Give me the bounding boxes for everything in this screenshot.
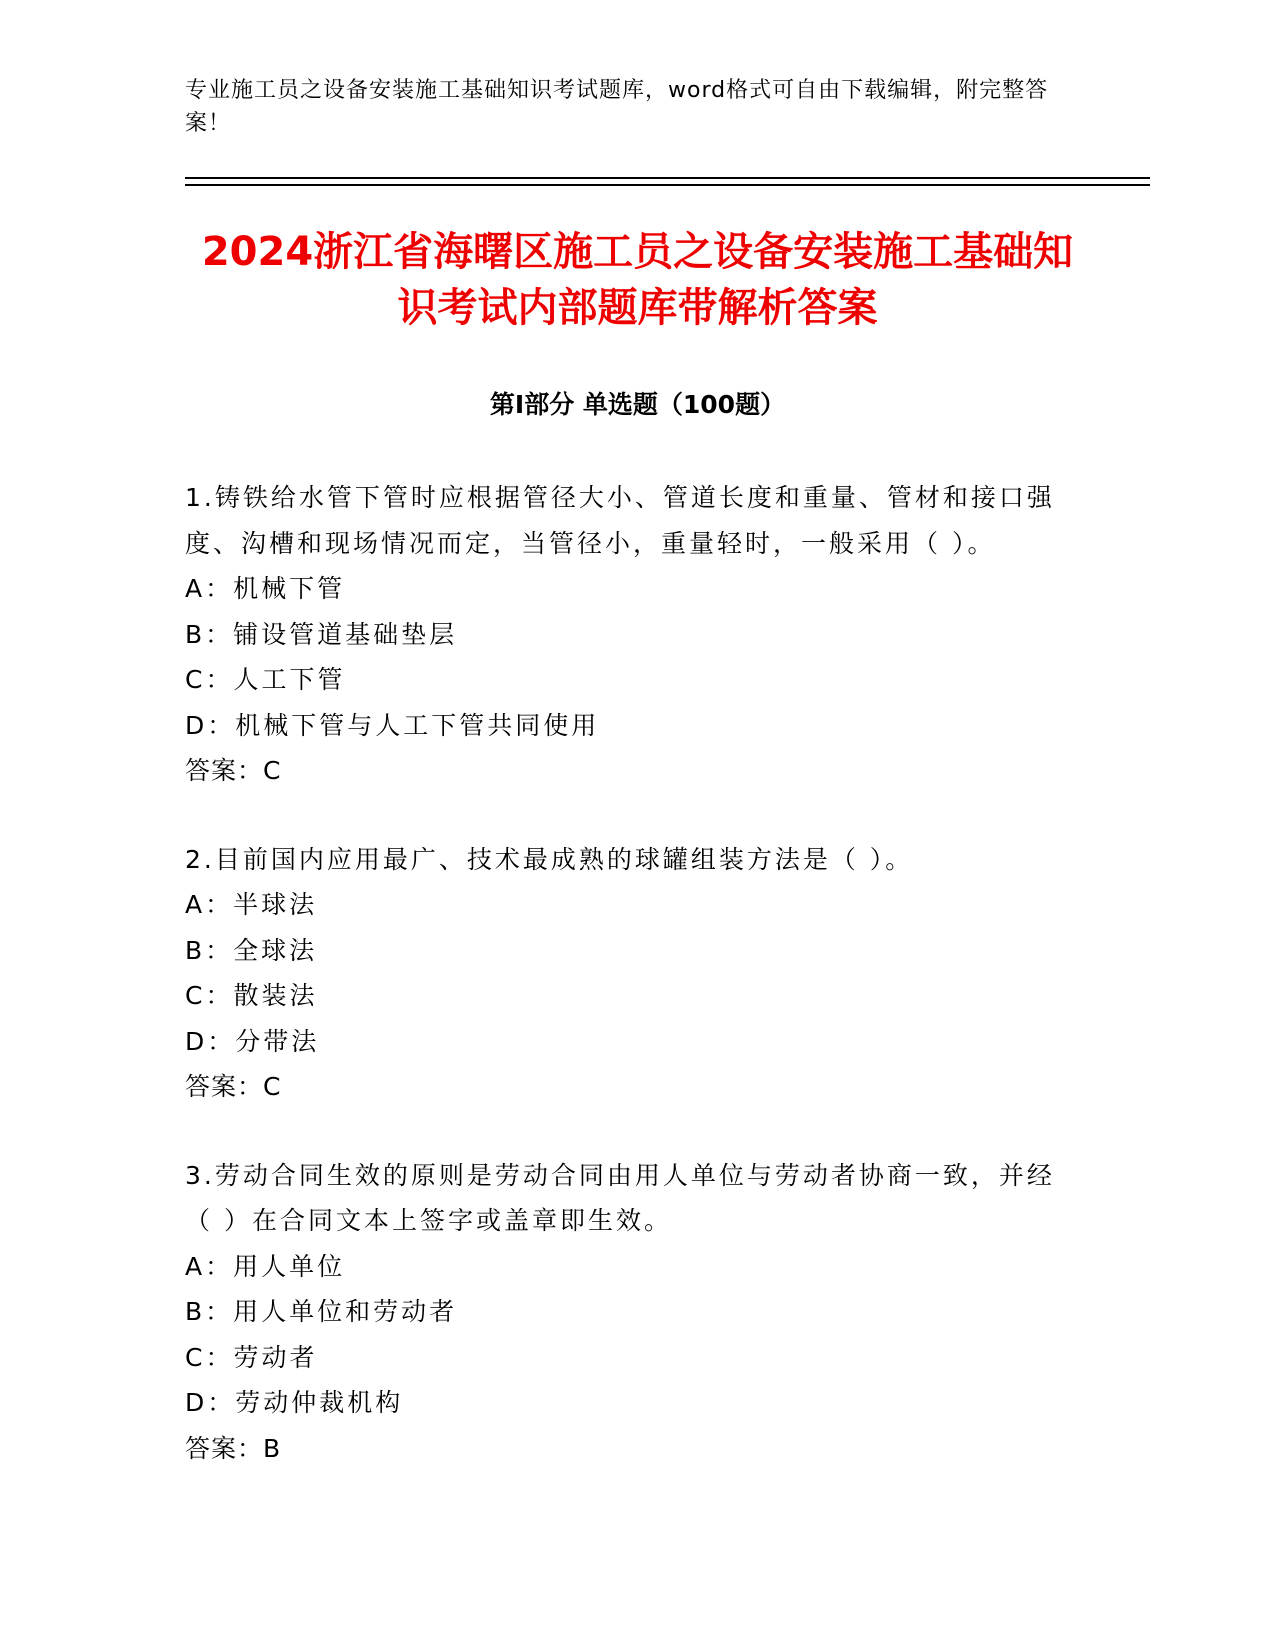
question-stem: 3.劳动合同生效的原则是劳动合同由用人单位与劳动者协商一致，并经（ ）在合同文本上签字或盖章即生效。 — [185, 1160, 1055, 1235]
question-1 — [185, 475, 1065, 794]
header-divider-top — [185, 177, 1150, 179]
option-a: A：机械下管 — [185, 574, 346, 603]
option-a: A：半球法 — [185, 890, 318, 919]
header-note: 专业施工员之设备安装施工基础知识考试题库，word格式可自由下载编辑，附完整答案！ — [185, 78, 1049, 136]
option-d: D：分带法 — [185, 1026, 320, 1056]
question-3 — [185, 1153, 1065, 1472]
option-a: A：用人单位 — [185, 1251, 346, 1281]
question-list — [185, 475, 1065, 1514]
question-stem: 2.目前国内应用最广、技术最成熟的球罐组装方法是（ ）。 — [185, 844, 914, 874]
answer-line: 答案：C — [185, 1072, 282, 1101]
option-b: B：全球法 — [185, 935, 318, 965]
section-title: 第I部分 单选题（100题） — [489, 390, 786, 419]
answer-line: 答案：B — [185, 1433, 282, 1463]
option-b: B：用人单位和劳动者 — [185, 1297, 458, 1326]
option-c: C：劳动者 — [185, 1342, 318, 1372]
option-c: C：散装法 — [185, 981, 318, 1010]
option-d: D：机械下管与人工下管共同使用 — [185, 710, 600, 740]
answer-line: 答案：C — [185, 756, 282, 785]
question-stem: 1.铸铁给水管下管时应根据管径大小、管道长度和重量、管材和接口强度、沟槽和现场情况而定，当管径小，重量轻时，一般采用（ ）。 — [185, 483, 1055, 558]
option-b: B：铺设管道基础垫层 — [185, 619, 458, 649]
question-2 — [185, 837, 1065, 1110]
document-title: 2024浙江省海曙区施工员之设备安装施工基础知识考试内部题库带解析答案 — [201, 229, 1074, 331]
option-c: C：人工下管 — [185, 665, 346, 694]
header-divider-bottom — [185, 184, 1150, 186]
option-d: D：劳动仲裁机构 — [185, 1388, 404, 1417]
